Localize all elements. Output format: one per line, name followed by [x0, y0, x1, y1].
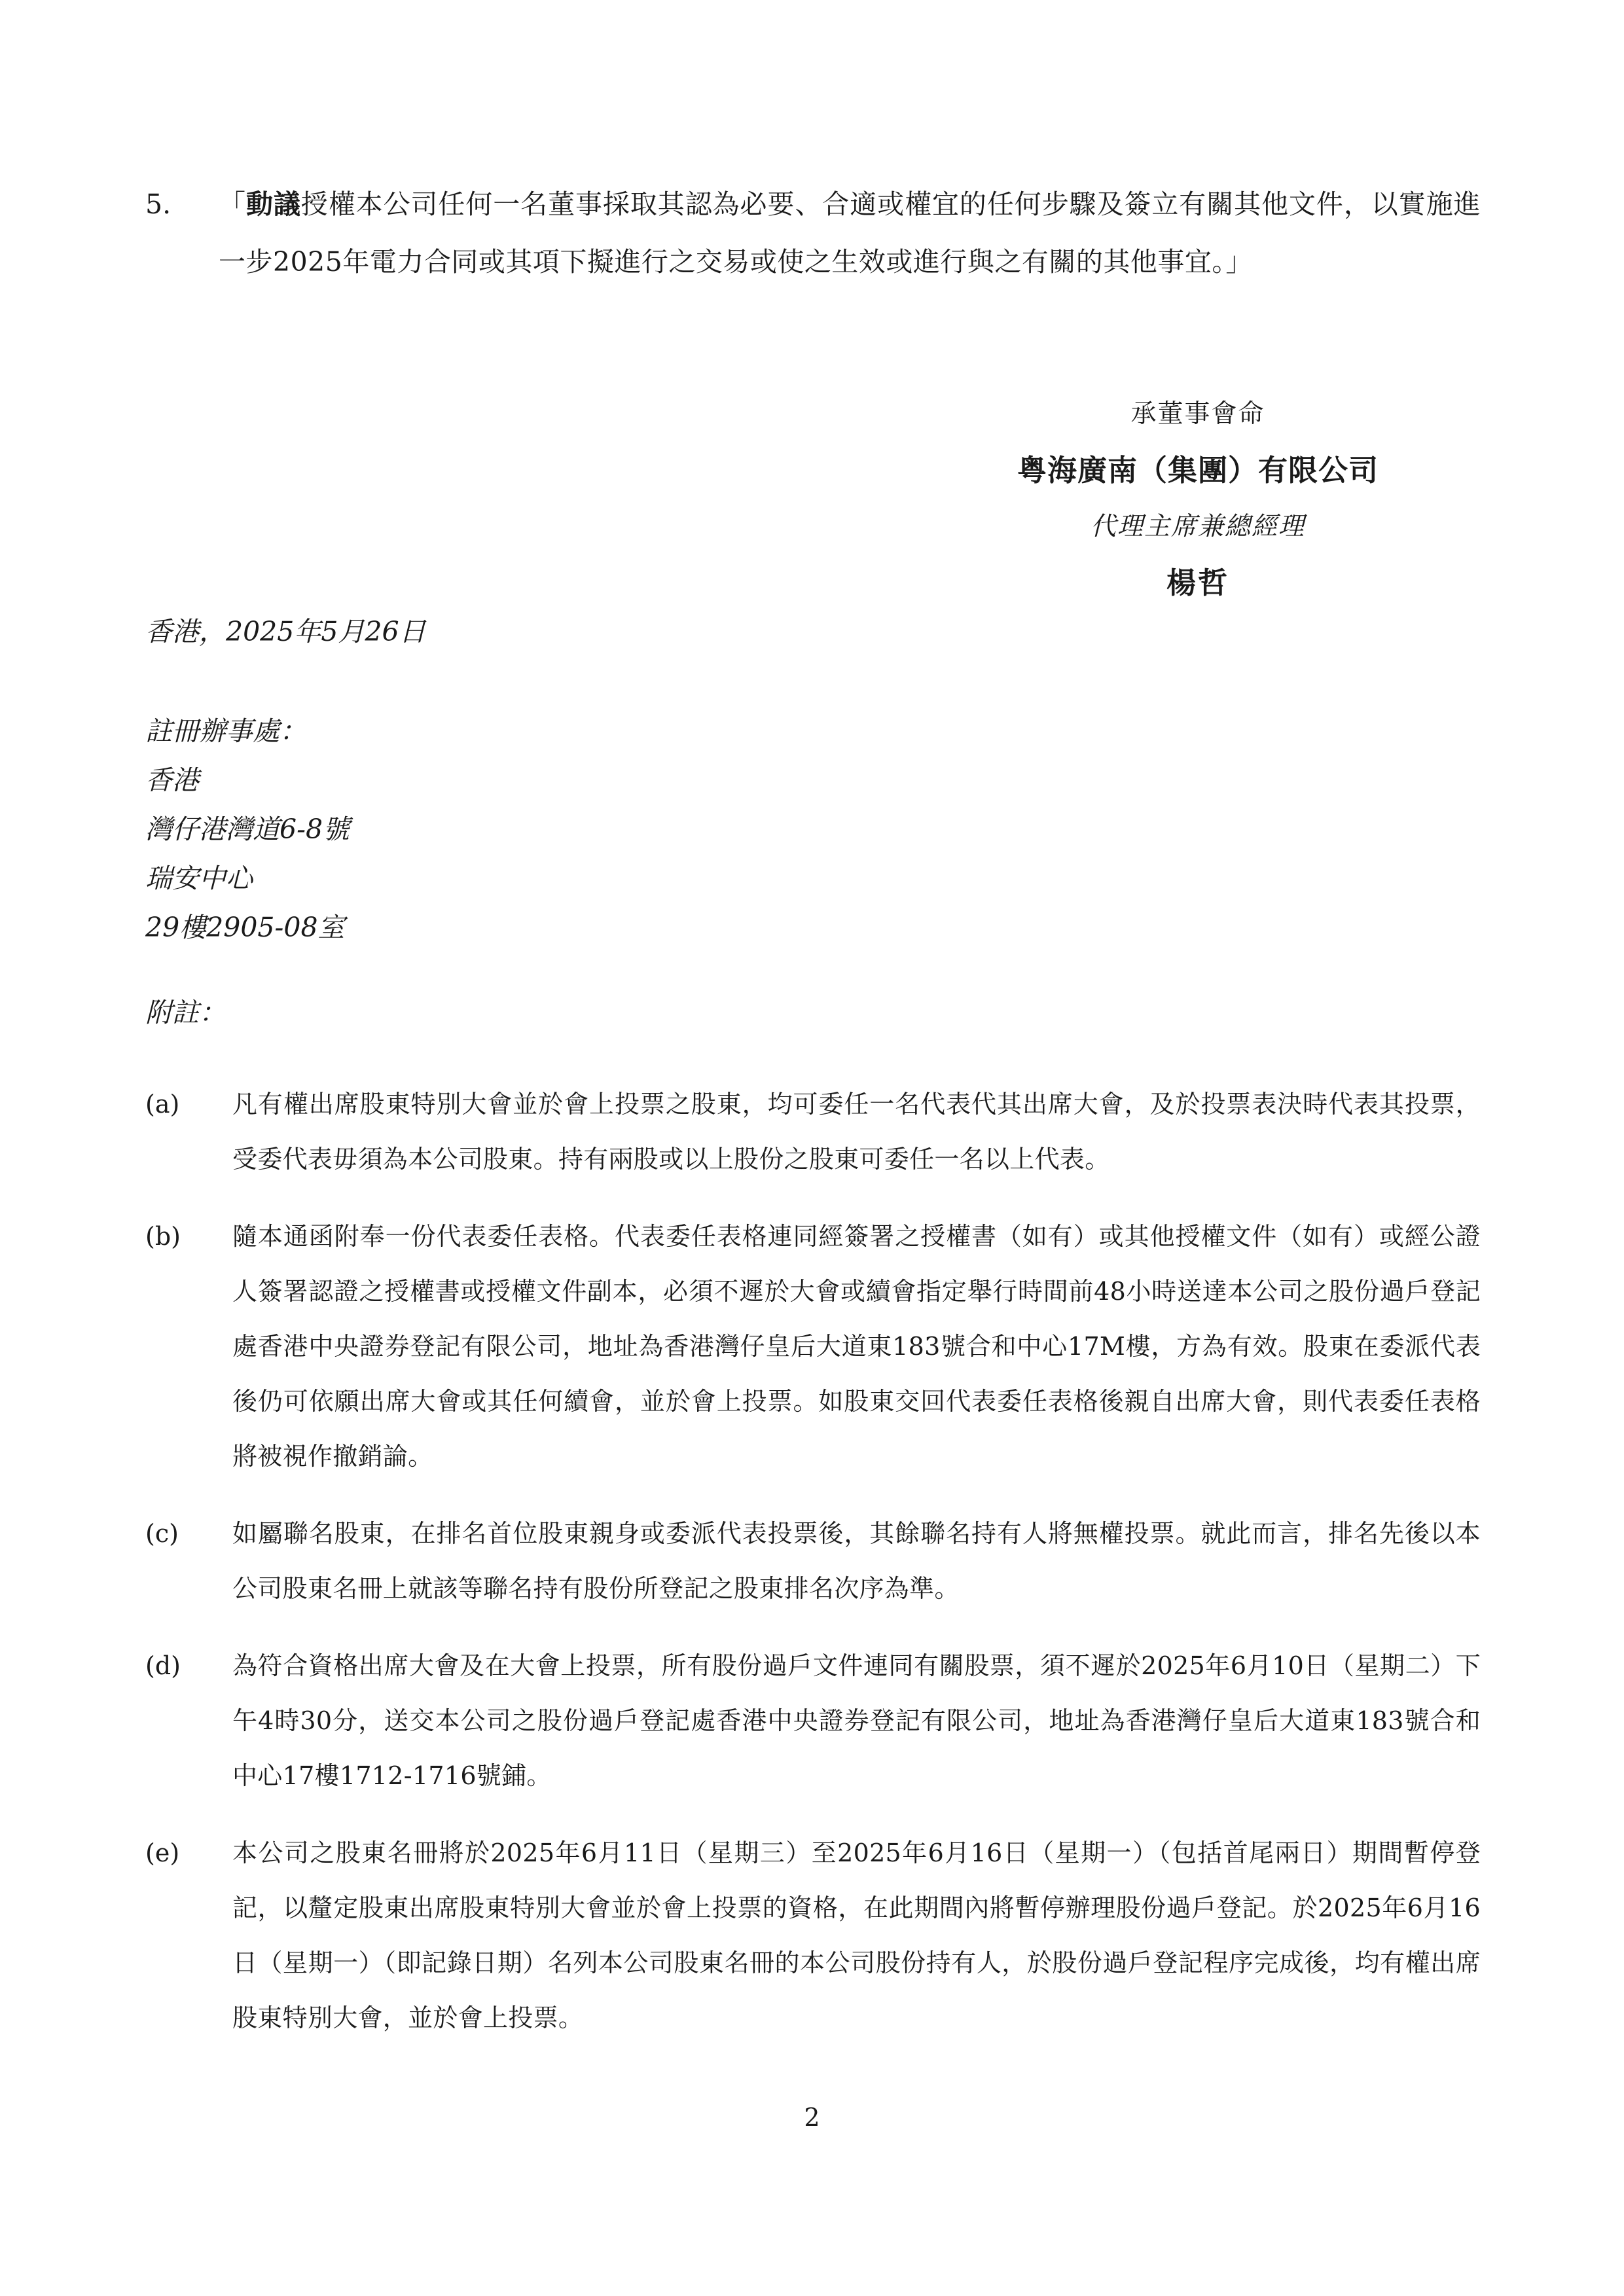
note-text: 本公司之股東名冊將於2025年6月11日（星期三）至2025年6月16日（星期一）（包括首尾兩日）期間暫停登記，以釐定股東出席股東特別大會並於會上投票的資格，在此期間內將暫停辦理股份過戶登記。於2025年6月16日（星期一）（即記錄日期）名列本公司股東名冊的本公司股份持有人，於股份過戶登記程序完成後，均有權出席股東特別大會，並於會上投票。 [232, 1839, 1481, 2032]
notes-list [145, 1077, 1481, 2068]
page-number: 2 [804, 2103, 820, 2132]
resolution-number: 5. [145, 188, 171, 220]
signature-block [785, 386, 1610, 611]
note-text: 為符合資格出席大會及在大會上投票，所有股份過戶文件連同有關股票，須不遲於2025年6月10日（星期二）下午4時30分，送交本公司之股份過戶登記處香港中央證券登記有限公司，地址為香港灣仔皇后大道東183號合和中心17樓1712-1716號鋪。 [232, 1651, 1481, 1790]
note-label: (d) [145, 1651, 181, 1680]
resolution-open-quote: 「 [219, 188, 246, 220]
registered-office-line: 灣仔港灣道6-8號 [145, 814, 350, 845]
note-text: 凡有權出席股東特別大會並於會上投票之股東，均可委任一名代表代其出席大會，及於投票表決時代表其投票，受委代表毋須為本公司股東。持有兩股或以上股份之股東可委任一名以上代表。 [232, 1090, 1481, 1174]
registered-office-line: 29樓2905-08室 [145, 912, 345, 943]
note-text: 如屬聯名股東，在排名首位股東親身或委派代表投票後，其餘聯名持有人將無權投票。就此而言，排名先後以本公司股東名冊上就該等聯名持有股份所登記之股東排名次序為準。 [232, 1519, 1481, 1603]
note-item [145, 1209, 1481, 1484]
note-text: 隨本通函附奉一份代表委任表格。代表委任表格連同經簽署之授權書（如有）或其他授權文件（如有）或經公證人簽署認證之授權書或授權文件副本，必須不遲於大會或續會指定舉行時間前48小時送達本公司之股份過戶登記處香港中央證券登記有限公司，地址為香港灣仔皇后大道東183號合和中心17M樓，方為有效。股東在委派代表後仍可依願出席大會或其任何續會，並於會上投票。如股東交回代表委任表格後親自出席大會，則代表委任表格將被視作撤銷論。 [232, 1222, 1481, 1471]
signatory-title: 代理主席兼總經理 [1090, 512, 1305, 541]
note-label: (b) [145, 1222, 181, 1251]
resolution-keyword: 動議 [245, 188, 301, 220]
resolution-body-text: 授權本公司任何一名董事採取其認為必要、合適或權宜的任何步驟及簽立有關其他文件，以實施進一步2025年電力合同或其項下擬進行之交易或使之生效或進行與之有關的其他事宜。」 [219, 188, 1481, 278]
note-item [145, 1825, 1481, 2045]
company-name: 粤海廣南（集團）有限公司 [1017, 453, 1379, 488]
registered-office-line: 香港 [145, 764, 199, 796]
registered-office-line: 瑞安中心 [145, 863, 253, 894]
note-item [145, 1077, 1481, 1187]
resolution-item-5 [145, 175, 1481, 291]
registered-office-block [145, 707, 350, 952]
notes-heading: 附註： [145, 997, 226, 1028]
by-order-of-the-board: 承董事會命 [1130, 399, 1265, 429]
dateline: 香港，2025年5月26日 [145, 616, 426, 647]
note-label: (a) [145, 1090, 180, 1119]
note-item [145, 1506, 1481, 1616]
resolution-text [219, 175, 1481, 291]
signatory-name: 楊哲 [1166, 565, 1229, 600]
note-label: (e) [145, 1839, 180, 1867]
registered-office-heading: 註冊辦事處： [145, 715, 306, 747]
note-label: (c) [145, 1519, 179, 1548]
note-item [145, 1638, 1481, 1803]
